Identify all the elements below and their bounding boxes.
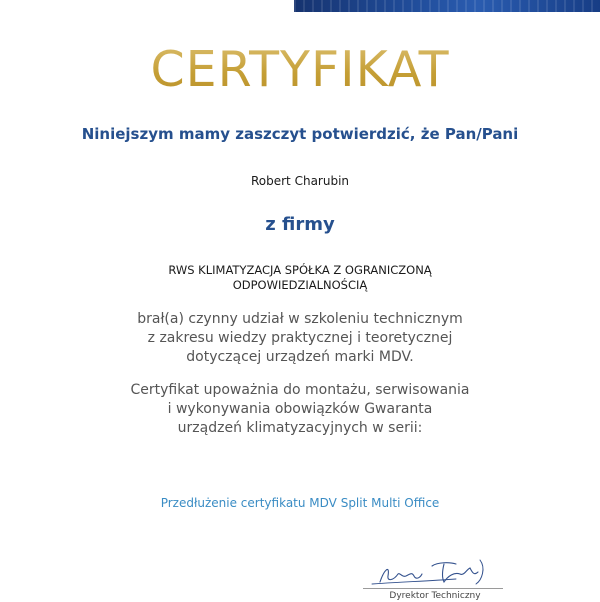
top-banner [294,0,600,12]
company-name: RWS KLIMATYZACJA SPÓŁKA Z OGRANICZONĄ ODPOWIEDZIALNOŚCIĄ [168,263,432,292]
authorization-paragraph [80,381,520,438]
signature-image [360,552,510,592]
paragraph-line: z zakresu wiedzy praktycznej i teoretycznej [147,330,453,346]
paragraph-line: brał(a) czynny udział w szkoleniu technicznym [137,311,463,327]
intro-text: Niniejszym mamy zaszczyt potwierdzić, że Pan/Pani [81,125,519,143]
paragraph-line: dotyczącej urządzeń marki MDV. [186,349,414,365]
paragraph-line: urządzeń klimatyzacyjnych w serii: [177,420,423,436]
training-paragraph [80,310,520,367]
company-label: z firmy [265,214,335,235]
signature-title: Dyrektor Techniczny [389,591,481,601]
recipient-name: Robert Charubin [250,174,350,188]
certificate-title: CERTYFIKAT [0,40,600,100]
series-text: Przedłużenie certyfikatu MDV Split Multi Office [160,496,440,510]
signature-line [363,588,503,589]
paragraph-line: i wykonywania obowiązków Gwaranta [167,401,433,417]
paragraph-line: Certyfikat upoważnia do montażu, serwisowania [130,382,470,398]
